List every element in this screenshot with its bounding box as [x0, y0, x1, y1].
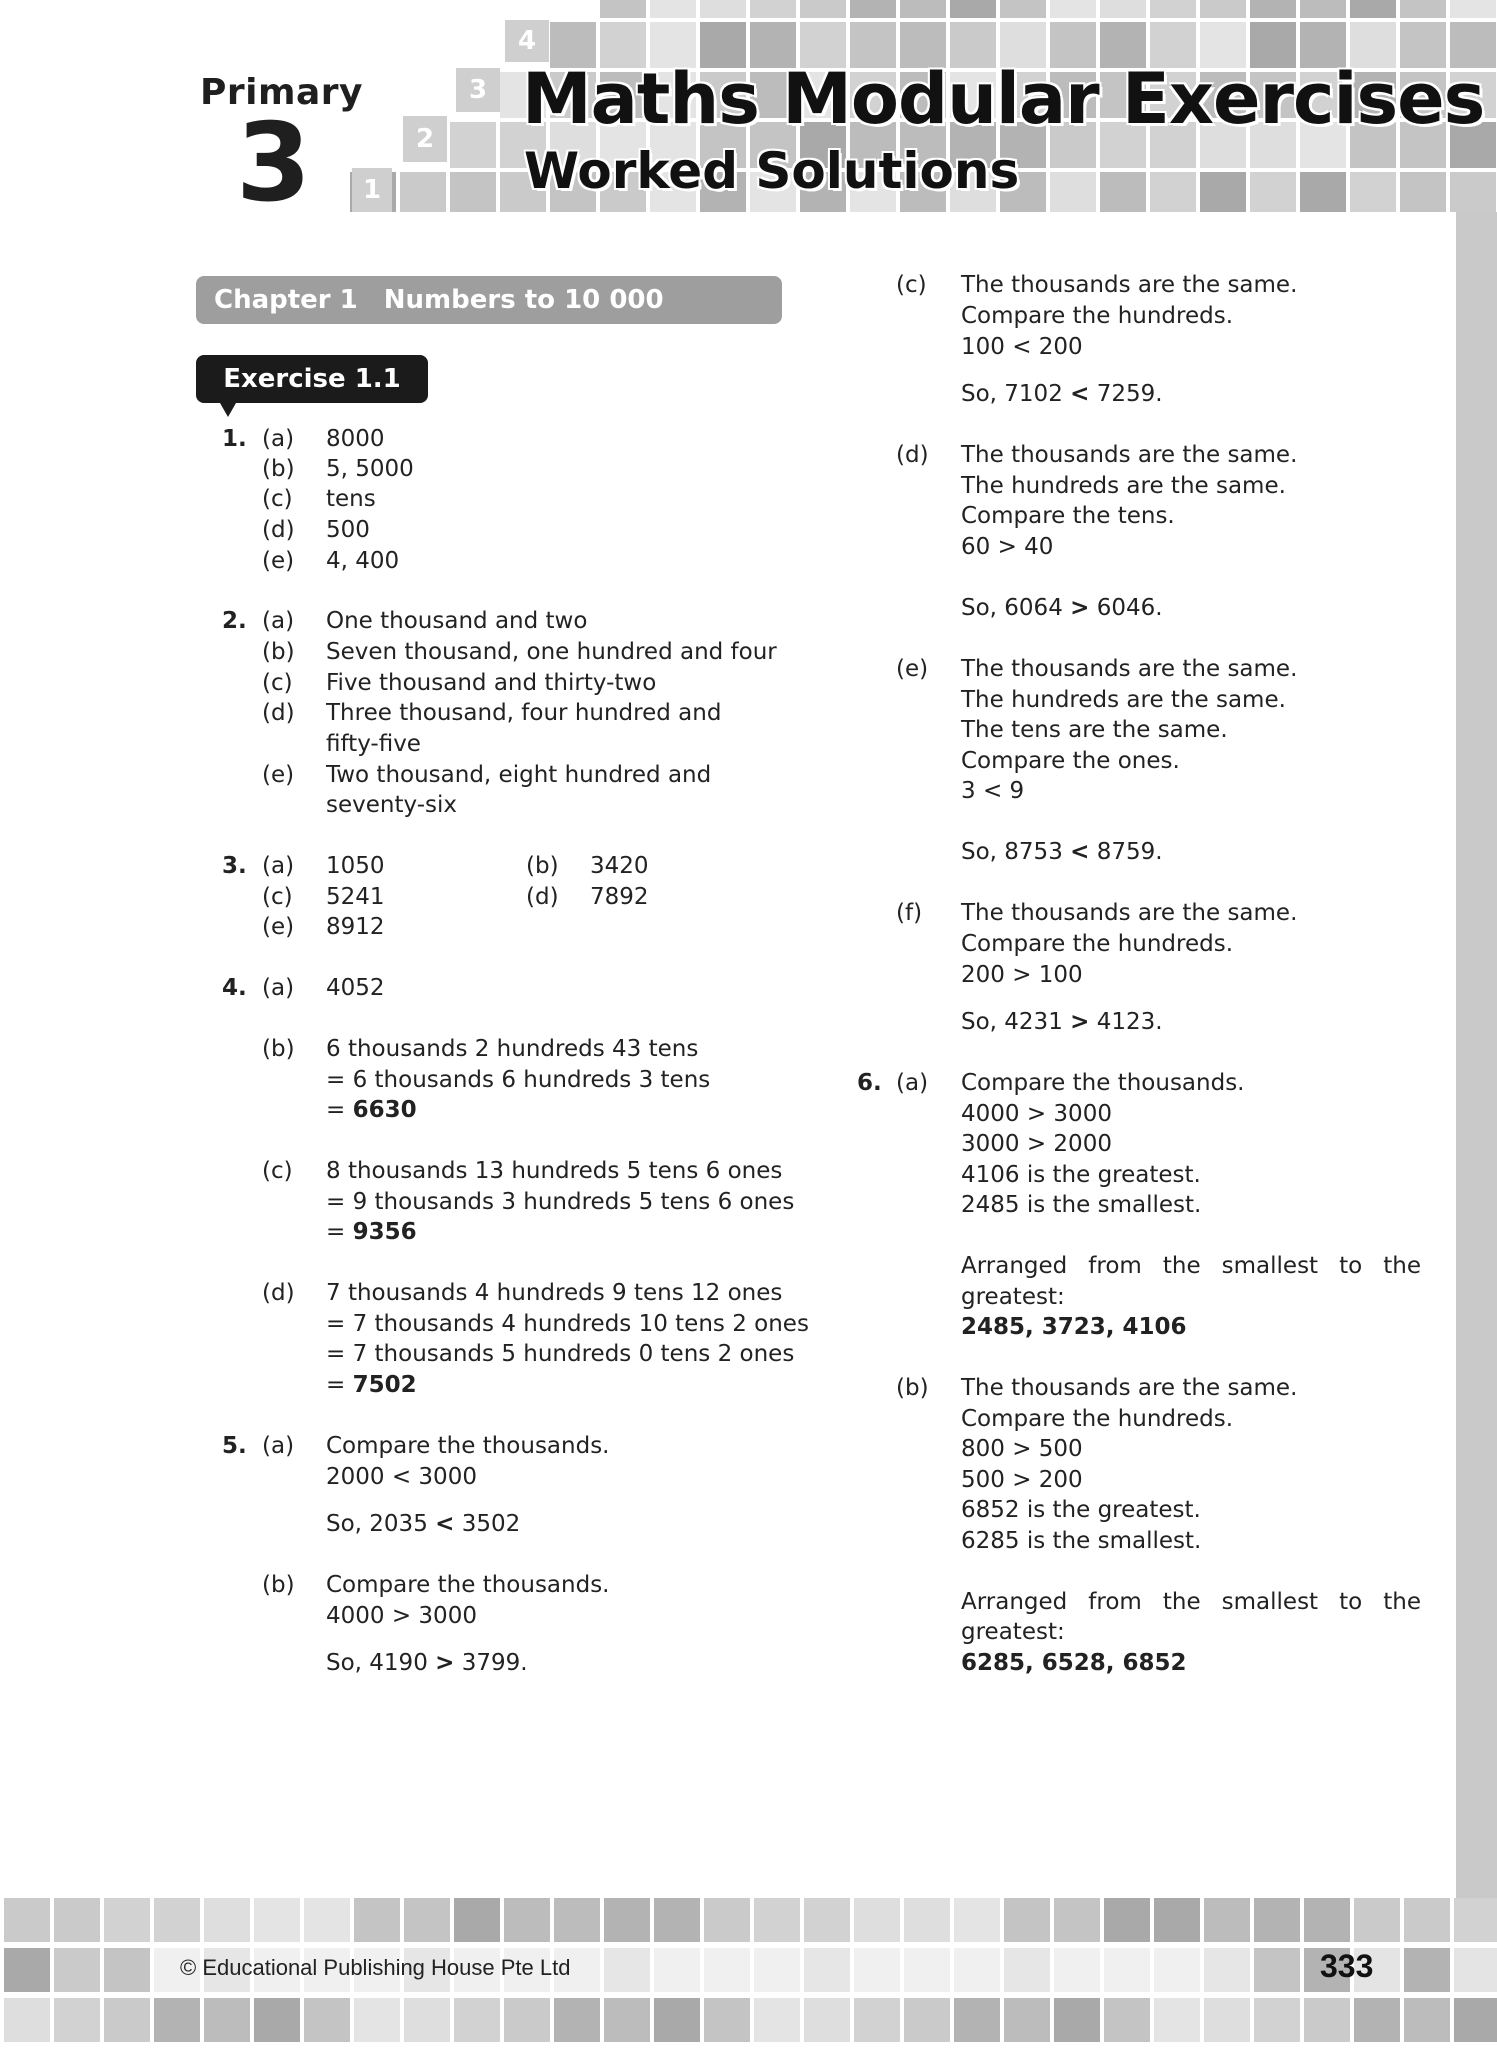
footer-tile: [154, 1898, 200, 1942]
answer-text: 500: [326, 517, 370, 543]
footer-tile: [704, 1898, 750, 1942]
footer-tile: [1454, 1948, 1497, 1992]
footer-tile: [1304, 1998, 1350, 2042]
step-block-1: 1: [352, 168, 392, 212]
arranged-line: greatest:: [961, 1619, 1065, 1645]
answer-value: 9356: [352, 1219, 417, 1245]
header-tile: [1350, 172, 1396, 212]
footer-tile: [1004, 1998, 1050, 2042]
question-number: 6.: [857, 1070, 882, 1096]
footer-tile: [1404, 1998, 1450, 2042]
header-tile: [1050, 172, 1096, 212]
header-tile: [1350, 0, 1396, 18]
working-line: The hundreds are the same.: [961, 687, 1286, 713]
answer-text: 3420: [590, 853, 649, 879]
header-tile: [1000, 0, 1046, 18]
header-tile: [1100, 0, 1146, 18]
footer-tile: [104, 1898, 150, 1942]
answer-value: 7502: [352, 1372, 417, 1398]
question-number: 3.: [222, 853, 247, 879]
footer-tile: [1004, 1948, 1050, 1992]
footer-tile: [804, 1898, 850, 1942]
answer-text: fifty-five: [326, 731, 421, 757]
footer-tile: [504, 1898, 550, 1942]
footer-tile: [304, 1898, 350, 1942]
footer-tile: [1304, 1898, 1350, 1942]
answer-text: 5241: [326, 884, 385, 910]
header-tile: [650, 0, 696, 18]
part-label: (d): [262, 517, 295, 543]
part-label: (c): [896, 272, 927, 298]
part-label: (e): [262, 914, 295, 940]
part-label: (d): [896, 442, 929, 468]
comparison-sign: >: [1070, 595, 1090, 621]
footer-tile: [854, 1898, 900, 1942]
working-line: Compare the thousands.: [961, 1070, 1245, 1096]
footer-tile: [454, 1998, 500, 2042]
footer-tile: [704, 1998, 750, 2042]
final-answer: [326, 1095, 417, 1125]
working-line: 2000 < 3000: [326, 1464, 477, 1490]
conclusion-line: [326, 1509, 520, 1539]
working-line: The thousands are the same.: [961, 1375, 1298, 1401]
comparison-sign: >: [1070, 1009, 1090, 1035]
answer-text: 4052: [326, 975, 385, 1001]
part-label: (f): [896, 900, 923, 926]
chapter-title: Numbers to 10 000: [383, 285, 664, 315]
header-tile: [700, 0, 746, 18]
working-line: 4000 > 3000: [326, 1603, 477, 1629]
footer-tile: [254, 1898, 300, 1942]
footer-tile: [654, 1898, 700, 1942]
equals-sign: =: [326, 1219, 353, 1245]
header-tile: [1400, 172, 1446, 212]
footer-tile: [1404, 1948, 1450, 1992]
footer-tile: [904, 1898, 950, 1942]
working-line: Compare the thousands.: [326, 1572, 610, 1598]
final-answer: [326, 1370, 417, 1400]
working-line: Compare the hundreds.: [961, 931, 1234, 957]
working-line: 6 thousands 2 hundreds 43 tens: [326, 1036, 699, 1062]
header-tile: [1450, 172, 1496, 212]
conclusion-text: 3799.: [454, 1650, 528, 1676]
part-label: (a): [262, 608, 295, 634]
footer-tile: [404, 1898, 450, 1942]
part-label: (a): [262, 853, 295, 879]
footer-tile: [604, 1898, 650, 1942]
answer-text: 7892: [590, 884, 649, 910]
footer-tile: [1204, 1998, 1250, 2042]
footer-tile: [1204, 1948, 1250, 1992]
book-title: Maths Modular Exercises: [522, 58, 1485, 140]
conclusion-line: [961, 837, 1163, 867]
footer-tile: [1404, 1898, 1450, 1942]
working-line: = 7 thousands 5 hundreds 0 tens 2 ones: [326, 1341, 795, 1367]
working-line: 60 > 40: [961, 534, 1054, 560]
part-label: (b): [896, 1375, 929, 1401]
working-line: Compare the tens.: [961, 503, 1175, 529]
question-number: 1.: [222, 426, 247, 452]
conclusion-text: 7259.: [1089, 381, 1163, 407]
primary-label: Primary: [200, 72, 364, 113]
header-tile: [1300, 0, 1346, 18]
primary-number: 3: [236, 101, 312, 226]
working-line: = 7 thousands 4 hundreds 10 tens 2 ones: [326, 1311, 809, 1337]
part-label: (b): [262, 456, 295, 482]
working-line: The hundreds are the same.: [961, 473, 1286, 499]
footer-tile: [1454, 1898, 1497, 1942]
part-label: (d): [262, 700, 295, 726]
equals-sign: =: [326, 1097, 353, 1123]
footer-tile: [254, 1998, 300, 2042]
working-line: = 9 thousands 3 hundreds 5 tens 6 ones: [326, 1189, 795, 1215]
arranged-line: greatest:: [961, 1284, 1065, 1310]
part-label: (b): [262, 639, 295, 665]
footer-tile: [404, 1998, 450, 2042]
exercise-tag: [196, 355, 428, 403]
footer-tile: [1054, 1948, 1100, 1992]
answer-text: Three thousand, four hundred and: [326, 700, 722, 726]
footer-tile: [304, 1998, 350, 2042]
part-label: (a): [262, 1433, 295, 1459]
working-line: 100 < 200: [961, 334, 1083, 360]
footer-tile: [804, 1948, 850, 1992]
footer-tile: [54, 1898, 100, 1942]
part-label: (a): [262, 975, 295, 1001]
footer-tile: [54, 1948, 100, 1992]
footer-tile: [1154, 1948, 1200, 1992]
answer-text: One thousand and two: [326, 608, 588, 634]
copyright-notice: © Educational Publishing House Pte Ltd: [180, 1955, 571, 1980]
footer-tile: [1104, 1998, 1150, 2042]
answer-text: Seven thousand, one hundred and four: [326, 639, 777, 665]
header-tile: [1450, 0, 1496, 18]
conclusion-line: [961, 593, 1163, 623]
footer-tile: [754, 1898, 800, 1942]
conclusion-text: 3502: [454, 1511, 521, 1537]
comparison-sign: <: [1070, 839, 1090, 865]
header-tile: [1200, 0, 1246, 18]
comparison-sign: <: [435, 1511, 455, 1537]
working-line: 7 thousands 4 hundreds 9 tens 12 ones: [326, 1280, 783, 1306]
working-line: The thousands are the same.: [961, 272, 1298, 298]
arranged-line: Arranged from the smallest to the: [961, 1589, 1421, 1615]
footer-tile: [554, 1998, 600, 2042]
working-line: 4106 is the greatest.: [961, 1162, 1201, 1188]
footer-tile: [654, 1948, 700, 1992]
footer-tile: [1104, 1898, 1150, 1942]
footer-tile: [454, 1898, 500, 1942]
step-block-2: 2: [403, 116, 447, 162]
footer-tile: [654, 1998, 700, 2042]
answer-text: 5, 5000: [326, 456, 414, 482]
page-number: 333: [1320, 1948, 1374, 1984]
footer-tile: [854, 1998, 900, 2042]
answer-text: 4, 400: [326, 548, 400, 574]
chapter-label: Chapter 1: [214, 285, 358, 315]
answer-value: 2485, 3723, 4106: [961, 1314, 1187, 1340]
footer-tile: [1354, 1998, 1400, 2042]
answer-text: seventy-six: [326, 792, 457, 818]
answer-value: 6630: [352, 1097, 417, 1123]
footer-tile: [354, 1898, 400, 1942]
step-block-4: 4: [505, 20, 549, 62]
footer-tile: [204, 1998, 250, 2042]
footer-tile: [104, 1998, 150, 2042]
conclusion-line: [961, 379, 1163, 409]
header-tile: [1250, 172, 1296, 212]
header-tile: [1050, 0, 1096, 18]
working-line: 2485 is the smallest.: [961, 1192, 1202, 1218]
footer-tile: [954, 1998, 1000, 2042]
working-line: The thousands are the same.: [961, 900, 1298, 926]
footer-tile: [54, 1998, 100, 2042]
footer-tile: [4, 1998, 50, 2042]
part-label: (d): [526, 884, 559, 910]
part-label: (e): [262, 762, 295, 788]
footer-tile: [104, 1948, 150, 1992]
book-subtitle: Worked Solutions: [524, 142, 1020, 200]
exercise-label: Exercise 1.1: [223, 364, 401, 394]
answer-value: 6285, 6528, 6852: [961, 1650, 1187, 1676]
footer-tile: [854, 1948, 900, 1992]
working-line: Compare the ones.: [961, 748, 1180, 774]
footer-tile: [754, 1998, 800, 2042]
part-label: (b): [262, 1036, 295, 1062]
working-line: 500 > 200: [961, 1467, 1083, 1493]
conclusion-text: So, 4231: [961, 1009, 1071, 1035]
part-label: (d): [262, 1280, 295, 1306]
footer-tile: [1054, 1898, 1100, 1942]
working-line: 800 > 500: [961, 1436, 1083, 1462]
answer-text: tens: [326, 486, 376, 512]
footer-tile: [204, 1898, 250, 1942]
working-line: Compare the thousands.: [326, 1433, 610, 1459]
answer-text: 8912: [326, 914, 385, 940]
footer-tile: [1004, 1898, 1050, 1942]
footer-tile: [704, 1948, 750, 1992]
conclusion-text: 8759.: [1089, 839, 1163, 865]
conclusion-line: [961, 1007, 1163, 1037]
footer-tile: [604, 1948, 650, 1992]
header-tile: [1250, 0, 1296, 18]
footer-tile: [1054, 1998, 1100, 2042]
part-label: (a): [896, 1070, 929, 1096]
part-label: (c): [262, 1158, 293, 1184]
question-number: 5.: [222, 1433, 247, 1459]
conclusion-text: So, 8753: [961, 839, 1071, 865]
conclusion-text: So, 4190: [326, 1650, 436, 1676]
header-tile: [800, 0, 846, 18]
working-line: = 6 thousands 6 hundreds 3 tens: [326, 1067, 711, 1093]
header-tile: [850, 0, 896, 18]
footer-tile: [1104, 1948, 1150, 1992]
footer-tile: [1254, 1948, 1300, 1992]
footer-tile: [354, 1998, 400, 2042]
conclusion-text: 6046.: [1089, 595, 1163, 621]
working-line: The thousands are the same.: [961, 442, 1298, 468]
header-tile: [450, 172, 496, 212]
part-label: (b): [526, 853, 559, 879]
header-tile: [950, 0, 996, 18]
conclusion-text: So, 7102: [961, 381, 1071, 407]
header-tile: [900, 0, 946, 18]
answer-text: 1050: [326, 853, 385, 879]
working-line: The tens are the same.: [961, 717, 1228, 743]
equals-sign: =: [326, 1372, 353, 1398]
final-answer: [961, 1648, 1187, 1678]
part-label: (e): [262, 548, 295, 574]
header-tile: [1300, 172, 1346, 212]
comparison-sign: >: [435, 1650, 455, 1676]
header-tile: [1400, 0, 1446, 18]
part-label: (c): [262, 670, 293, 696]
header-tile: [400, 172, 446, 212]
header-tile: [1200, 172, 1246, 212]
working-line: 3 < 9: [961, 778, 1025, 804]
final-answer: [961, 1312, 1187, 1342]
conclusion-text: 4123.: [1089, 1009, 1163, 1035]
comparison-sign: <: [1070, 381, 1090, 407]
working-line: The thousands are the same.: [961, 656, 1298, 682]
working-line: Compare the hundreds.: [961, 1406, 1234, 1432]
header-tile: [1100, 172, 1146, 212]
footer-tile: [904, 1948, 950, 1992]
footer-tile: [904, 1998, 950, 2042]
conclusion-line: [326, 1648, 528, 1678]
working-line: 4000 > 3000: [961, 1101, 1112, 1127]
working-line: 200 > 100: [961, 962, 1083, 988]
working-line: 8 thousands 13 hundreds 5 tens 6 ones: [326, 1158, 783, 1184]
footer-tile: [1154, 1898, 1200, 1942]
working-line: Compare the hundreds.: [961, 303, 1234, 329]
right-margin-band: [1456, 212, 1497, 1898]
question-number: 2.: [222, 608, 247, 634]
footer-tile: [1454, 1998, 1497, 2042]
part-label: (b): [262, 1572, 295, 1598]
question-number: 4.: [222, 975, 247, 1001]
chapter-heading: [196, 276, 782, 324]
footer-tile: [804, 1998, 850, 2042]
answer-text: Five thousand and thirty-two: [326, 670, 657, 696]
footer-tile: [1204, 1898, 1250, 1942]
working-line: 3000 > 2000: [961, 1131, 1112, 1157]
footer-tile: [1154, 1998, 1200, 2042]
footer-tile: [754, 1948, 800, 1992]
header-tile: [750, 0, 796, 18]
header-tile: [1150, 172, 1196, 212]
part-label: (a): [262, 426, 295, 452]
footer-tile: [504, 1998, 550, 2042]
part-label: (c): [262, 486, 293, 512]
answer-text: 8000: [326, 426, 385, 452]
footer-tile: [604, 1998, 650, 2042]
footer-tile: [954, 1898, 1000, 1942]
final-answer: [326, 1217, 417, 1247]
header-tile: [600, 0, 646, 18]
working-line: 6852 is the greatest.: [961, 1497, 1201, 1523]
step-block-3: 3: [456, 68, 500, 112]
footer-tile: [1354, 1898, 1400, 1942]
footer-tile: [954, 1948, 1000, 1992]
header-tile: [450, 122, 496, 168]
conclusion-text: So, 2035: [326, 1511, 436, 1537]
answer-text: Two thousand, eight hundred and: [326, 762, 712, 788]
footer-tile: [554, 1898, 600, 1942]
footer-tile: [4, 1898, 50, 1942]
part-label: (c): [262, 884, 293, 910]
footer-tile: [1254, 1998, 1300, 2042]
conclusion-text: So, 6064: [961, 595, 1071, 621]
footer-tile: [154, 1998, 200, 2042]
arranged-line: Arranged from the smallest to the: [961, 1253, 1421, 1279]
working-line: 6285 is the smallest.: [961, 1528, 1202, 1554]
footer-tile: [1254, 1898, 1300, 1942]
part-label: (e): [896, 656, 929, 682]
header-tile: [1150, 0, 1196, 18]
footer-tile: [4, 1948, 50, 1992]
